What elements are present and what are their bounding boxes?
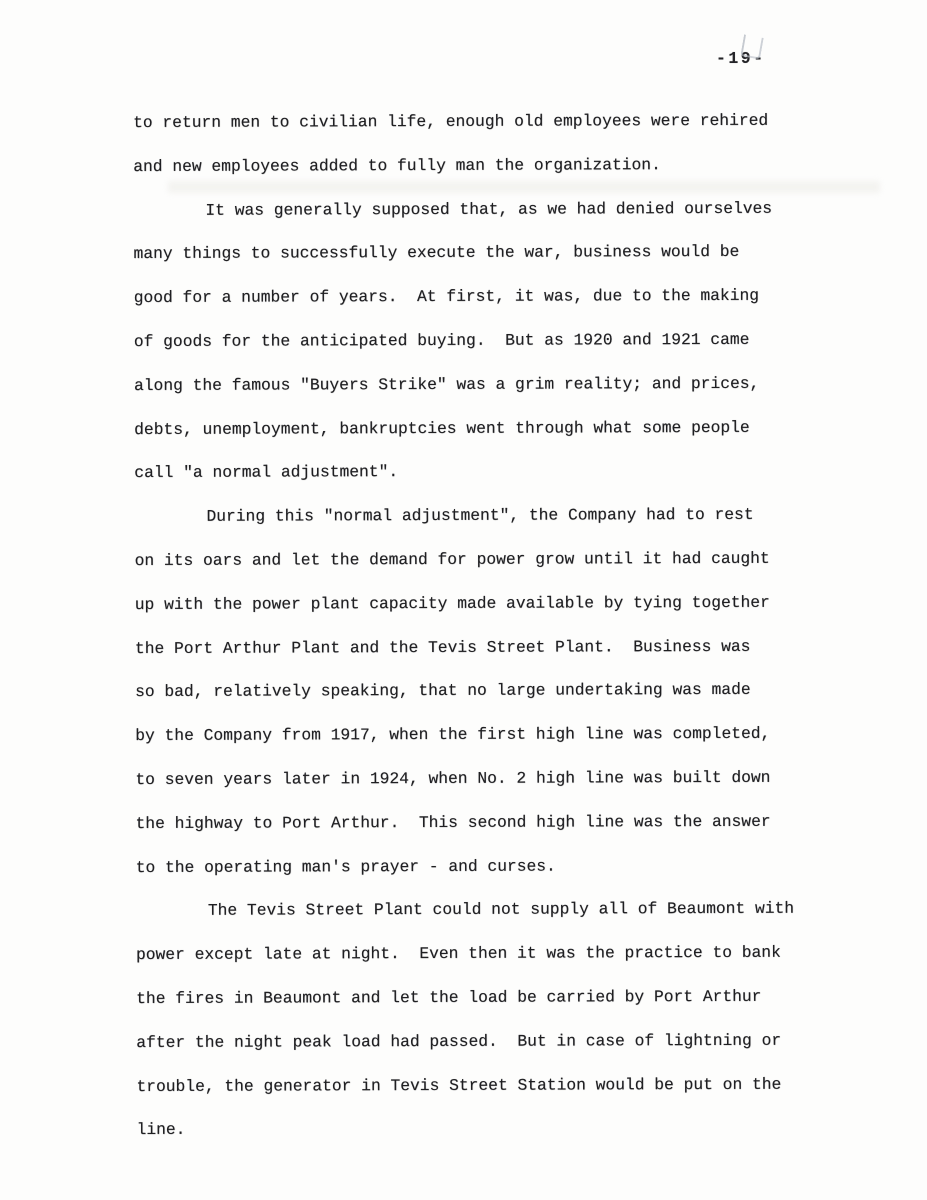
text-line: the highway to Port Arthur. This second high line was the answer [135,811,771,833]
text-line: It was generally supposed that, as we had denied ourselves [205,198,773,220]
text-line: along the famous "Buyers Strike" was a grim reality; and prices, [133,373,760,395]
text-line: line. [136,1120,186,1140]
text-line: power except late at night. Even then it was the practice to bank [135,942,781,965]
paragraph [133,186,834,495]
stray-pencil-mark [740,34,764,59]
text-line: so bad, relatively speaking, that no large undertaking was made [135,680,751,702]
text-line: to return men to civilian life, enough old employees were rehired [133,110,769,132]
paragraph [134,493,835,890]
text-line: trouble, the generator in Tevis Street Station would be put on the [136,1074,782,1096]
document-body [133,99,837,1153]
text-line: and new employees added to fully man the organization. [133,154,661,176]
paragraph [136,887,837,1152]
text-line: the Port Arthur Plant and the Tevis Street Plant. Business was [134,636,751,658]
text-line: During this "normal adjustment", the Company had to rest [206,505,754,526]
text-line: after the night peak load had passed. But in case of lightning or [136,1030,782,1052]
text-line: call "a normal adjustment". [134,462,399,483]
text-line: up with the power plant capacity made available by tying together [134,592,770,614]
text-line: many things to successfully execute the war, business would be [133,242,740,264]
text-line: good for a number of years. At first, it was, due to the making [133,286,760,308]
text-line: to seven years later in 1924, when No. 2 high line was built down [135,767,771,789]
text-line: by the Company from 1917, when the first high line was completed, [135,723,771,746]
page-number: -19- [716,49,766,68]
text-line: The Tevis Street Plant could not supply all of Beaumont with [207,899,795,921]
paragraph [133,99,833,189]
text-line: on its oars and let the demand for power grow until it had caught [134,548,770,570]
text-line: debts, unemployment, bankruptcies went through what some people [134,417,750,439]
text-line: of goods for the anticipated buying. But as 1920 and 1921 came [133,329,750,351]
text-line: the fires in Beaumont and let the load be carried by Port Arthur [136,986,762,1008]
text-line: to the operating man's prayer - and curses. [135,856,556,877]
